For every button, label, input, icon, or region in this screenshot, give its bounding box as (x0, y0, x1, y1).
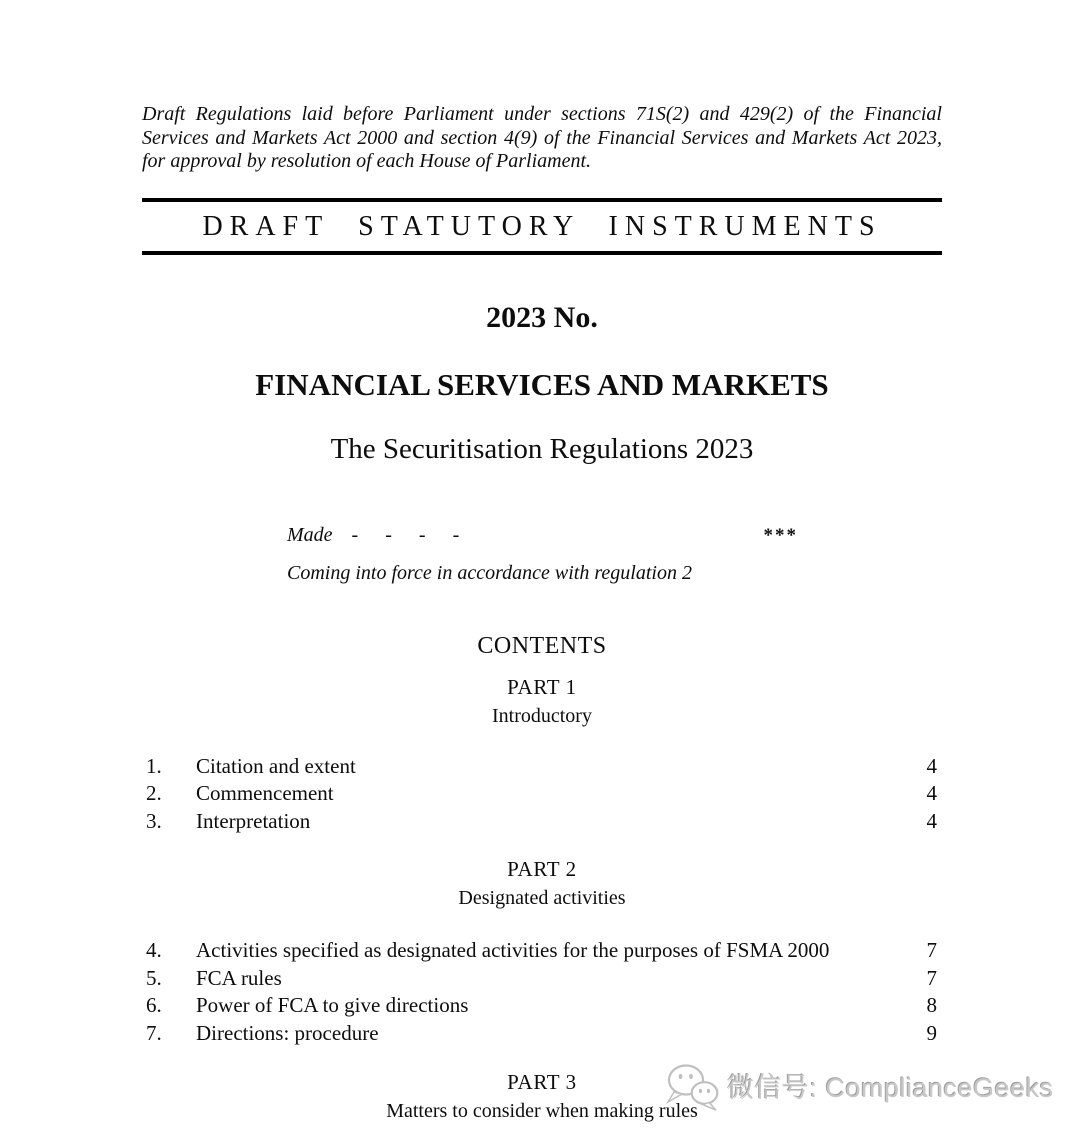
part-2-heading: PART 2 (507, 857, 577, 881)
subject-heading: FINANCIAL SERVICES AND MARKETS (255, 366, 829, 402)
document-content (142, 0, 942, 1124)
toc-item-title: Commencement (196, 781, 334, 805)
part-2-subtitle: Designated activities (458, 887, 626, 909)
toc-row (142, 753, 942, 781)
toc-item-page: 7 (926, 965, 937, 990)
made-line (142, 523, 942, 548)
toc-row (142, 780, 942, 808)
toc-row (142, 808, 942, 836)
part-1-subtitle: Introductory (492, 704, 592, 727)
toc-row (142, 1020, 942, 1048)
coming-into-force-line: Coming into force in accordance with regulation 2 (287, 561, 692, 584)
toc-rows-part-1 (142, 753, 942, 836)
preamble-text: Draft Regulations laid before Parliament under sections 71S(2) and 429(2) of the Financial Services and Markets Act 2000 and section 4(9) of the Financial Services and Markets Act 2023, for approval by resolution of each House of Parliament. (142, 103, 942, 172)
toc-item-page: 4 (926, 781, 937, 805)
watermark-text: 微信号: ComplianceGeeks (727, 1073, 1054, 1103)
toc-item-page: 8 (926, 993, 937, 1017)
contents-heading: CONTENTS (477, 632, 607, 659)
toc-item-title: Citation and extent (196, 753, 356, 778)
toc-item-page: 4 (926, 753, 937, 778)
regulation-title: The Securitisation Regulations 2023 (330, 432, 754, 465)
made-line-left (287, 523, 459, 548)
part-1-heading: PART 1 (507, 674, 577, 699)
toc-row (142, 937, 942, 965)
made-dash: - (418, 523, 426, 546)
toc-item-title: FCA rules (196, 965, 282, 990)
draft-banner (142, 198, 942, 255)
toc-item-title: Directions: procedure (196, 1020, 379, 1045)
made-dash: - (385, 523, 392, 546)
toc-item-title: Interpretation (196, 808, 311, 833)
toc-item-number: 2. (146, 781, 162, 805)
toc-item-page: 9 (926, 1020, 937, 1045)
toc-item-number: 5. (146, 965, 162, 990)
made-dash: - (351, 523, 359, 546)
toc-part-1 (142, 674, 942, 836)
toc-item-title: Power of FCA to give directions (196, 993, 469, 1017)
toc-rows-part-2 (142, 937, 942, 1047)
toc-item-number: 7. (146, 1020, 162, 1045)
watermark (666, 1062, 1054, 1114)
part-3-subtitle: Matters to consider when making rules (386, 1100, 698, 1122)
part-3-heading: PART 3 (507, 1070, 577, 1094)
made-dash: - (452, 523, 460, 546)
si-number-heading: 2023 No. (486, 300, 598, 334)
toc-item-number: 6. (146, 993, 162, 1017)
toc-part-2 (142, 856, 942, 1047)
toc-item-number: 4. (146, 938, 162, 962)
draft-banner-label: DRAFT STATUTORY INSTRUMENTS (202, 210, 882, 242)
made-label: Made (287, 523, 333, 546)
wechat-icon (666, 1062, 720, 1114)
toc-item-title: Activities specified as designated activities for the purposes of FSMA 2000 (196, 938, 830, 962)
toc-row (142, 965, 942, 993)
toc-item-page: 7 (926, 938, 937, 962)
toc-item-page: 4 (926, 808, 937, 833)
toc-item-number: 1. (146, 753, 162, 778)
made-date-placeholder: *** (763, 524, 798, 546)
toc-item-number: 3. (146, 808, 162, 833)
toc-row (142, 992, 942, 1020)
